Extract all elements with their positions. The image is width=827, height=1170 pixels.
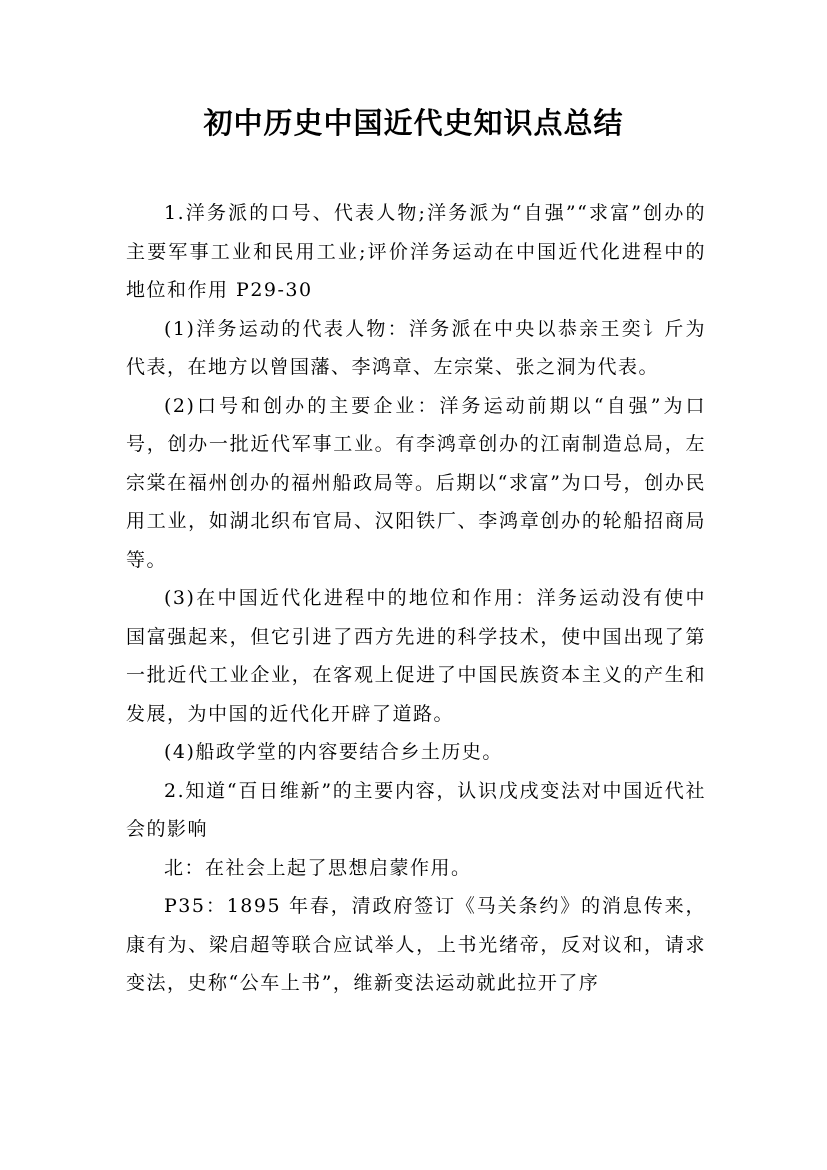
paragraph: (2)口号和创办的主要企业：洋务运动前期以“自强”为口号，创办一批近代军事工业。有李鸿章创办的江南制造总局，左宗棠在福州创办的福州船政局等。后期以“求富”为口号，创办民用工业，如湖北织布官局、汉阳铁厂、李鸿章创办的轮船招商局等。 (126, 394, 706, 571)
paragraph: (1)洋务运动的代表人物：洋务派在中央以恭亲王奕讠斤为代表，在地方以曾国藩、李鸿章、左宗棠、张之洞为代表。 (126, 317, 706, 378)
paragraph: (3)在中国近代化进程中的地位和作用：洋务运动没有使中国富强起来，但它引进了西方先进的科学技术，使中国出现了第一批近代工业企业，在客观上促进了中国民族资本主义的产生和发展，为中国的近代化开辟了道路。 (126, 587, 706, 725)
paragraph: 2.知道“百日维新”的主要内容，认识戊戌变法对中国近代社会的影响 (126, 779, 706, 840)
paragraph: (4)船政学堂的内容要结合乡土历史。 (164, 741, 503, 763)
paragraph: 1.洋务派的口号、代表人物;洋务派为“自强”“求富”创办的主要军事工业和民用工业;评价洋务运动在中国近代化进程中的地位和作用 P29-30 (126, 202, 706, 301)
document-title: 初中历史中国近代史知识点总结 (203, 106, 624, 140)
document-body (126, 194, 706, 1003)
paragraph: 北：在社会上起了思想启蒙作用。 (164, 856, 472, 879)
paragraph: P35：1895 年春，清政府签订《马关条约》的消息传来，康有为、梁启超等联合应试举人，上书光绪帝，反对议和，请求变法，史称“公车上书”，维新变法运动就此拉开了序 (126, 895, 706, 994)
